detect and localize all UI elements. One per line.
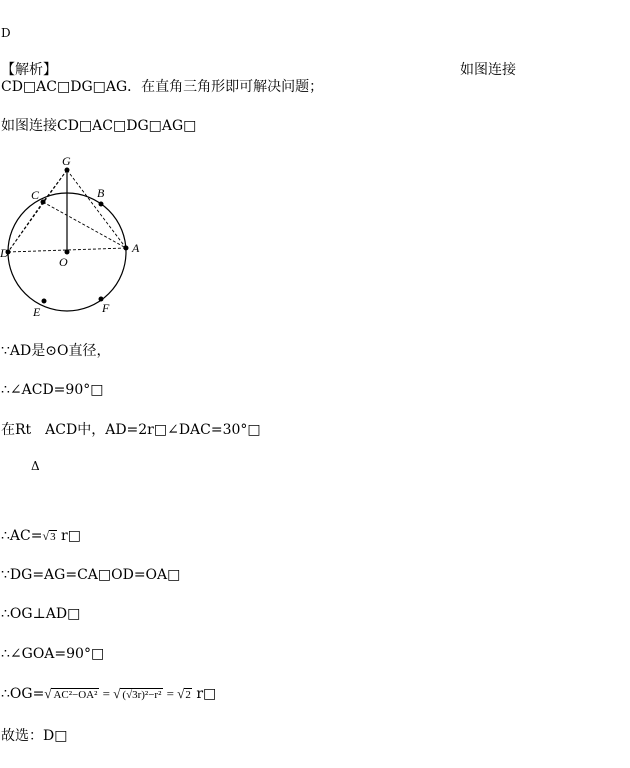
label-c: C <box>31 188 40 202</box>
radical-2: √ (√3r)²−r² <box>113 686 162 701</box>
line-ca <box>43 202 126 248</box>
point-b <box>99 202 104 207</box>
radical-1: √ AC²−OA² <box>44 686 98 701</box>
step-1: ∵AD是⊙O直径， <box>1 343 111 359</box>
step-4-suffix: r□ <box>56 528 81 544</box>
analysis-hint-right: 如图连接 <box>460 62 516 78</box>
step-7: ∴∠GOA=90°□ <box>1 646 105 662</box>
step-4-prefix: ∴AC= <box>1 528 43 544</box>
step-4 <box>1 527 81 546</box>
step-8 <box>1 685 216 704</box>
point-a <box>124 246 129 251</box>
step-9: 故选：D□ <box>1 728 68 744</box>
step-3: 在Rt ACD中，AD=2r□∠DAC=30°□ <box>1 422 261 438</box>
answer-letter: D <box>1 26 11 40</box>
label-f: F <box>102 301 110 315</box>
analysis-label: 【解析】 <box>1 62 57 78</box>
step-5: ∵DG=AG=CA□OD=OA□ <box>1 567 181 583</box>
analysis-intro: 如图连接CD□AC□DG□AG□ <box>1 118 197 134</box>
label-a: A <box>132 241 140 255</box>
label-b: B <box>97 186 105 200</box>
radical-3: √2 <box>177 686 191 701</box>
label-d: D <box>0 246 9 260</box>
label-o: O <box>59 255 68 269</box>
point-o <box>65 250 70 255</box>
line-ga <box>67 170 126 248</box>
label-e: E <box>33 305 41 319</box>
step-8-prefix: ∴OG= <box>1 686 45 702</box>
sqrt-3: √3 <box>42 529 56 543</box>
geometry-figure <box>0 150 150 325</box>
step-2: ∴∠ACD=90°□ <box>1 382 104 398</box>
triangle-symbol: Δ <box>31 459 40 473</box>
equals-1: = <box>99 686 114 701</box>
step-6: ∴OG⊥AD□ <box>1 606 81 622</box>
point-e <box>42 299 47 304</box>
point-g <box>65 168 70 173</box>
step-8-suffix: r□ <box>191 686 217 702</box>
point-c <box>41 200 46 205</box>
equals-2: = <box>163 686 178 701</box>
label-g: G <box>62 154 71 168</box>
analysis-hint-line2: CD□AC□DG□AG．在直角三角形即可解决问题； <box>1 79 324 95</box>
